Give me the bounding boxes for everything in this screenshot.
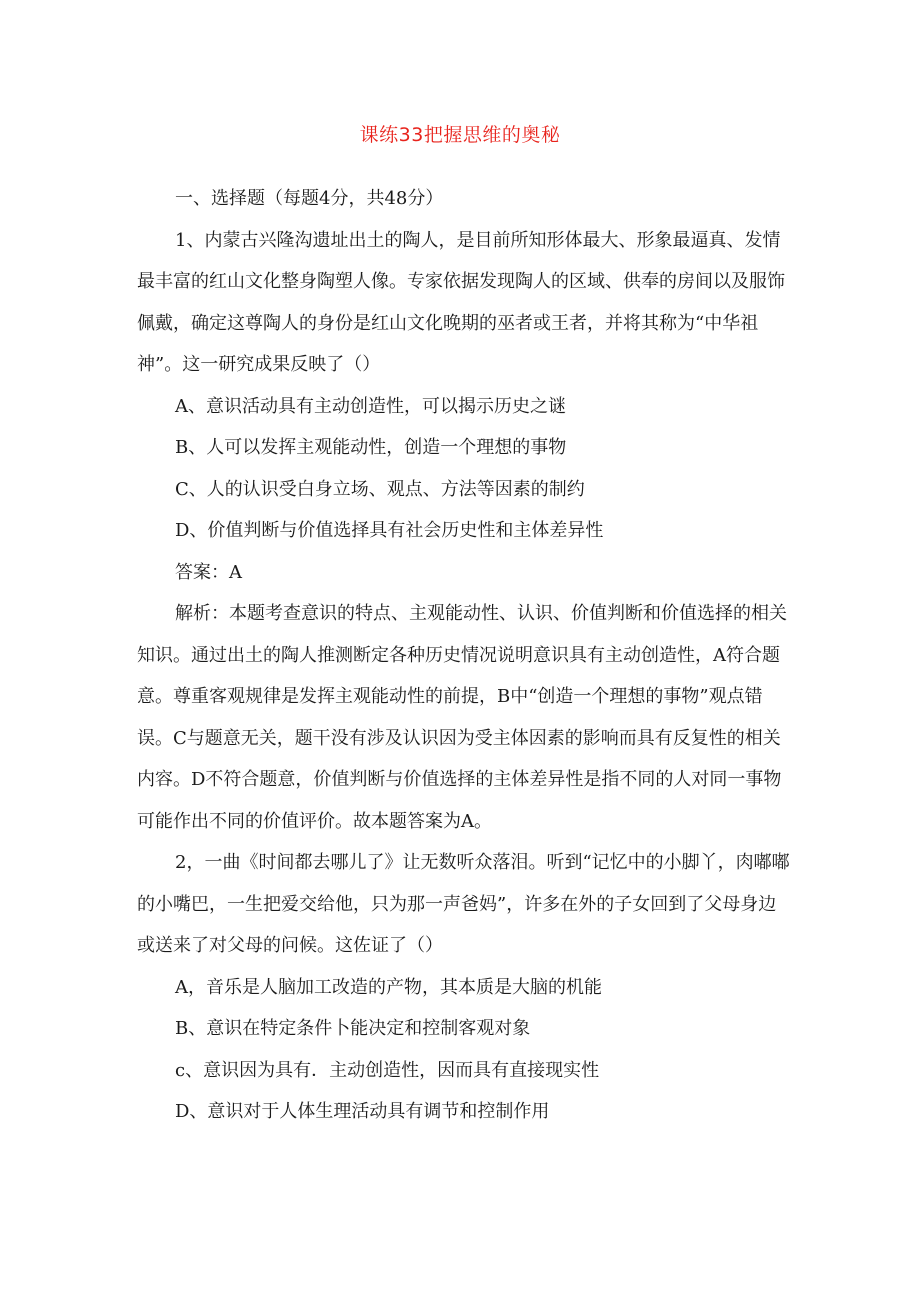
- question-2-option-b: B、意识在特定条件卜能决定和控制客观对象: [175, 1018, 531, 1039]
- question-2-option-c: c、意识因为具有．主动创造性，因而具有直接现实性: [175, 1059, 600, 1081]
- page-title: 课练33把握思维的奥秘: [359, 124, 561, 146]
- question-1-option-b: B、人可以发挥主观能动性，创造一个理想的事物: [175, 437, 567, 458]
- document-body: [137, 178, 792, 1133]
- question-1-analysis: 解析：本题考查意识的特点、主观能动性、认识、价值判断和价值选择的相关知识。通过出土的陶人推测断定各种历史情况说明意识具有主动创造性，A符合题意。尊重客观规律是发挥主观能动性的前提，B中“创造一个理想的事物”观点错误。C与题意无关，题干没有涉及认识因为受主体因素的影响而具有反复性的相关内容。D不符合题意，价值判断与价值选择的主体差异性是指不同的人对同一事物可能作出不同的价值评价。故本题答案为A。: [137, 603, 787, 832]
- question-2-stem: 2，一曲《时间都去哪儿了》让无数听众落泪。听到“记忆中的小脚丫，肉嘟嘟的小嘴巴，一生把爱交给他，只为那一声爸妈”，许多在外的子女回到了父母身边或送来了对父母的问候。这佐证了（）: [137, 852, 790, 956]
- section-heading: 一、选择题（每题4分，共48分）: [175, 188, 444, 209]
- question-1-option-c: C、人的认识受白身立场、观点、方法等因素的制约: [175, 478, 585, 500]
- question-1-stem: 1、内蒙古兴隆沟遗址出土的陶人，是目前所知形体最大、形象最逼真、发情最丰富的红山文化整身陶塑人像。专家依据发现陶人的区域、供奉的房间以及服饰佩戴，确定这尊陶人的身份是红山文化晚期的巫者或王者，并将其称为“中华祖神”。这一研究成果反映了（）: [137, 229, 785, 375]
- question-1-answer: 答案：A: [175, 561, 242, 583]
- question-1-option-d: D、价值判断与价值选择具有社会历史性和主体差异性: [175, 520, 604, 541]
- question-1-option-a: A、意识活动具有主动创造性，可以揭示历史之谜: [175, 395, 566, 417]
- question-2-option-d: D、意识对于人体生理活动具有调节和控制作用: [175, 1101, 550, 1122]
- question-2-option-a: A，音乐是人脑加工改造的产物，其本质是大脑的机能: [175, 976, 602, 998]
